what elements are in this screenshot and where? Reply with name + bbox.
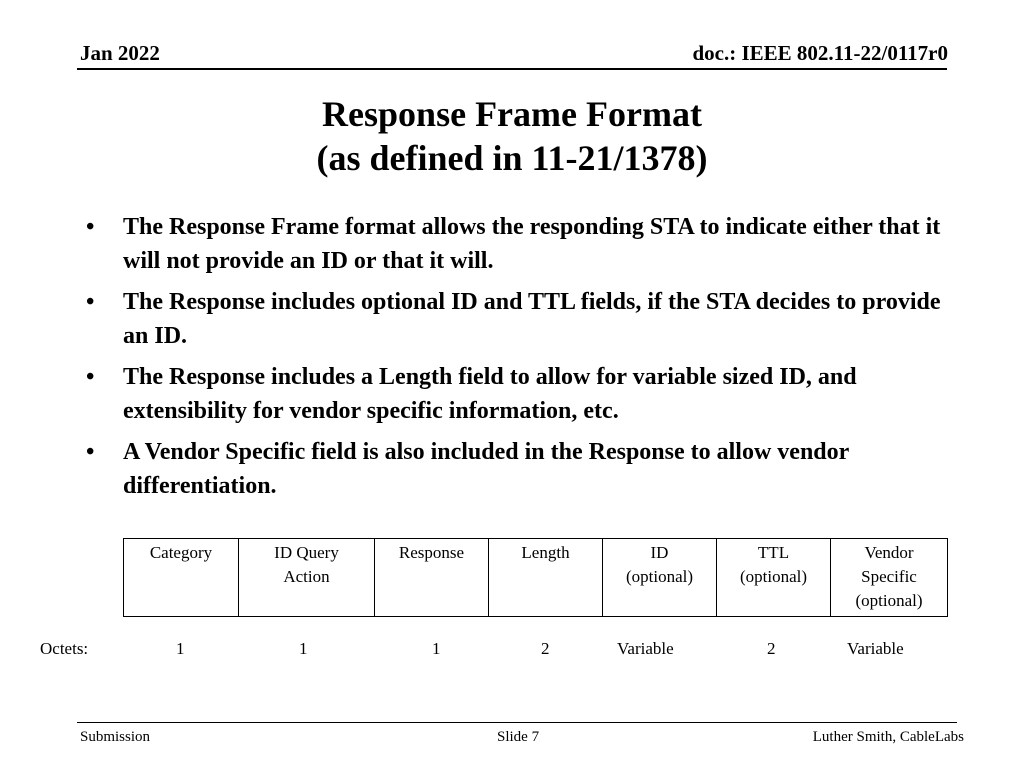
slide-title [0,92,1024,180]
bullet-icon: • [86,214,95,240]
header-date: Jan 2022 [80,41,160,65]
bullet-text: The Response includes optional ID and TTL fields, if the STA decides to provide an ID. [123,289,941,349]
octet-value: 1 [432,639,441,658]
bullet-list [86,210,966,510]
field-label: (optional) [739,567,808,586]
header-doc-id: doc.: IEEE 802.11-22/0117r0 [692,41,948,65]
octets-label: Octets: [40,639,89,658]
bullet-item [86,360,966,428]
bullet-text: The Response includes a Length field to allow for variable sized ID, and extensibility for vendor specific information, etc. [123,364,857,424]
field-label: (optional) [855,591,923,610]
octet-value: 1 [176,639,185,658]
bullet-icon: • [86,364,95,390]
footer-author: Luther Smith, CableLabs [812,729,964,745]
field-label: Response [398,543,465,562]
field-label: ID [650,543,669,562]
footer-slide-number: Slide 7 [497,729,540,745]
octet-value: 2 [767,639,776,658]
octet-value: Variable [847,639,904,658]
slide-title-line-2: (as defined in 11-21/1378) [316,138,708,178]
footer-submission: Submission [80,729,151,745]
bullet-item [86,285,966,353]
field-label: TTL [757,543,790,562]
field-response [375,539,489,617]
field-label: Category [149,543,213,562]
slide-title-line-1: Response Frame Format [322,94,702,134]
field-label: ID Query [274,543,339,562]
response-frame-table [123,538,948,617]
field-length [489,539,603,617]
octet-value: 1 [299,639,308,658]
bullet-text: The Response Frame format allows the responding STA to indicate either that it will not provide an ID or that it will. [123,214,941,274]
bullet-text: A Vendor Specific field is also included in the Response to allow vendor differentiation. [123,439,849,499]
bullet-icon: • [86,289,95,315]
field-label: Action [283,567,330,586]
bullet-icon: • [86,439,95,465]
octet-value: Variable [617,639,674,658]
field-label: Length [521,543,570,562]
bullet-item [86,210,966,278]
field-category [124,539,239,617]
field-vendor-specific [831,539,948,617]
field-id-query-action [239,539,375,617]
octets-row [0,637,1024,661]
octet-value: 2 [541,639,550,658]
field-label: Specific [861,567,917,586]
field-id [603,539,717,617]
field-label: (optional) [625,567,694,586]
field-label: Vendor [864,543,914,562]
footer-rule [77,722,957,723]
header-rule [77,68,947,70]
bullet-item [86,435,966,503]
field-ttl [717,539,831,617]
table-row [124,539,948,617]
